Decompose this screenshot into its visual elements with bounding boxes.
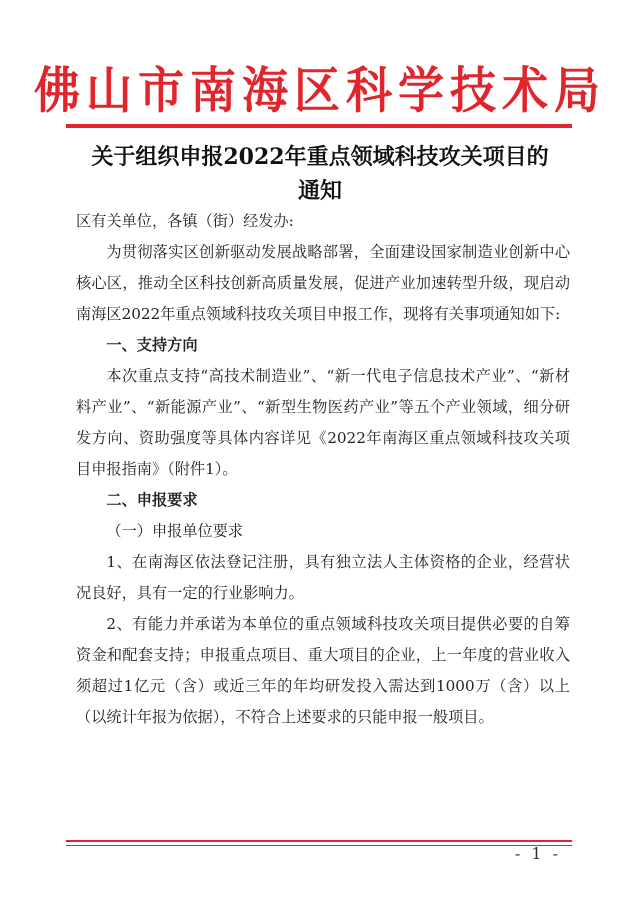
page-number: - 1 - — [514, 844, 562, 863]
header-red-rule — [66, 124, 572, 128]
agency-header-title: 佛山市南海区科学技术局 — [34, 60, 606, 120]
document-title-line2: 通知 — [297, 178, 342, 204]
section-2-item-2: 2、有能力并承诺为本单位的重点领域科技攻关项目提供必要的自筹资金和配套支持；申报重点项目、重大项目的企业，上一年度的营业收入须超过1亿元（含）或近三年的年均研发投入需达到1000万（含）以上（以统计年报为依据），不符合上述要求的只能申报一般项目。 — [76, 615, 570, 726]
document-title-line1: 关于组织申报2022年重点领域科技攻关项目的 — [91, 144, 549, 170]
intro-paragraph: 为贯彻落实区创新驱动发展战略部署，全面建设国家制造业创新中心核心区，推动全区科技创新高质量发展，促进产业加速转型升级，现启动南海区2022年重点领域科技攻关项目申报工作，现将有关事项通知如下: — [76, 243, 570, 323]
footer-red-rule-thin — [66, 845, 572, 846]
section-2-item-1: 1、在南海区依法登记注册，具有独立法人主体资格的企业，经营状况良好，具有一定的行业影响力。 — [76, 553, 570, 602]
section-1-heading: 一、支持方向 — [106, 336, 198, 354]
section-1-body: 本次重点支持“高技术制造业”、“新一代电子信息技术产业”、“新材料产业”、“新能源产业”、“新型生物医药产业”等五个产业领域，细分研发方向、资助强度等具体内容详见《2022年南海区重点领域科技攻关项目申报指南》（附件1）。 — [76, 367, 570, 478]
footer-red-rule — [66, 840, 572, 842]
section-2-subheading: （一）申报单位要求 — [106, 522, 244, 540]
document-title — [70, 140, 570, 208]
salutation: 区有关单位，各镇（街）经发办: — [76, 212, 294, 230]
section-2-heading: 二、申报要求 — [106, 491, 198, 509]
document-body — [76, 206, 570, 733]
